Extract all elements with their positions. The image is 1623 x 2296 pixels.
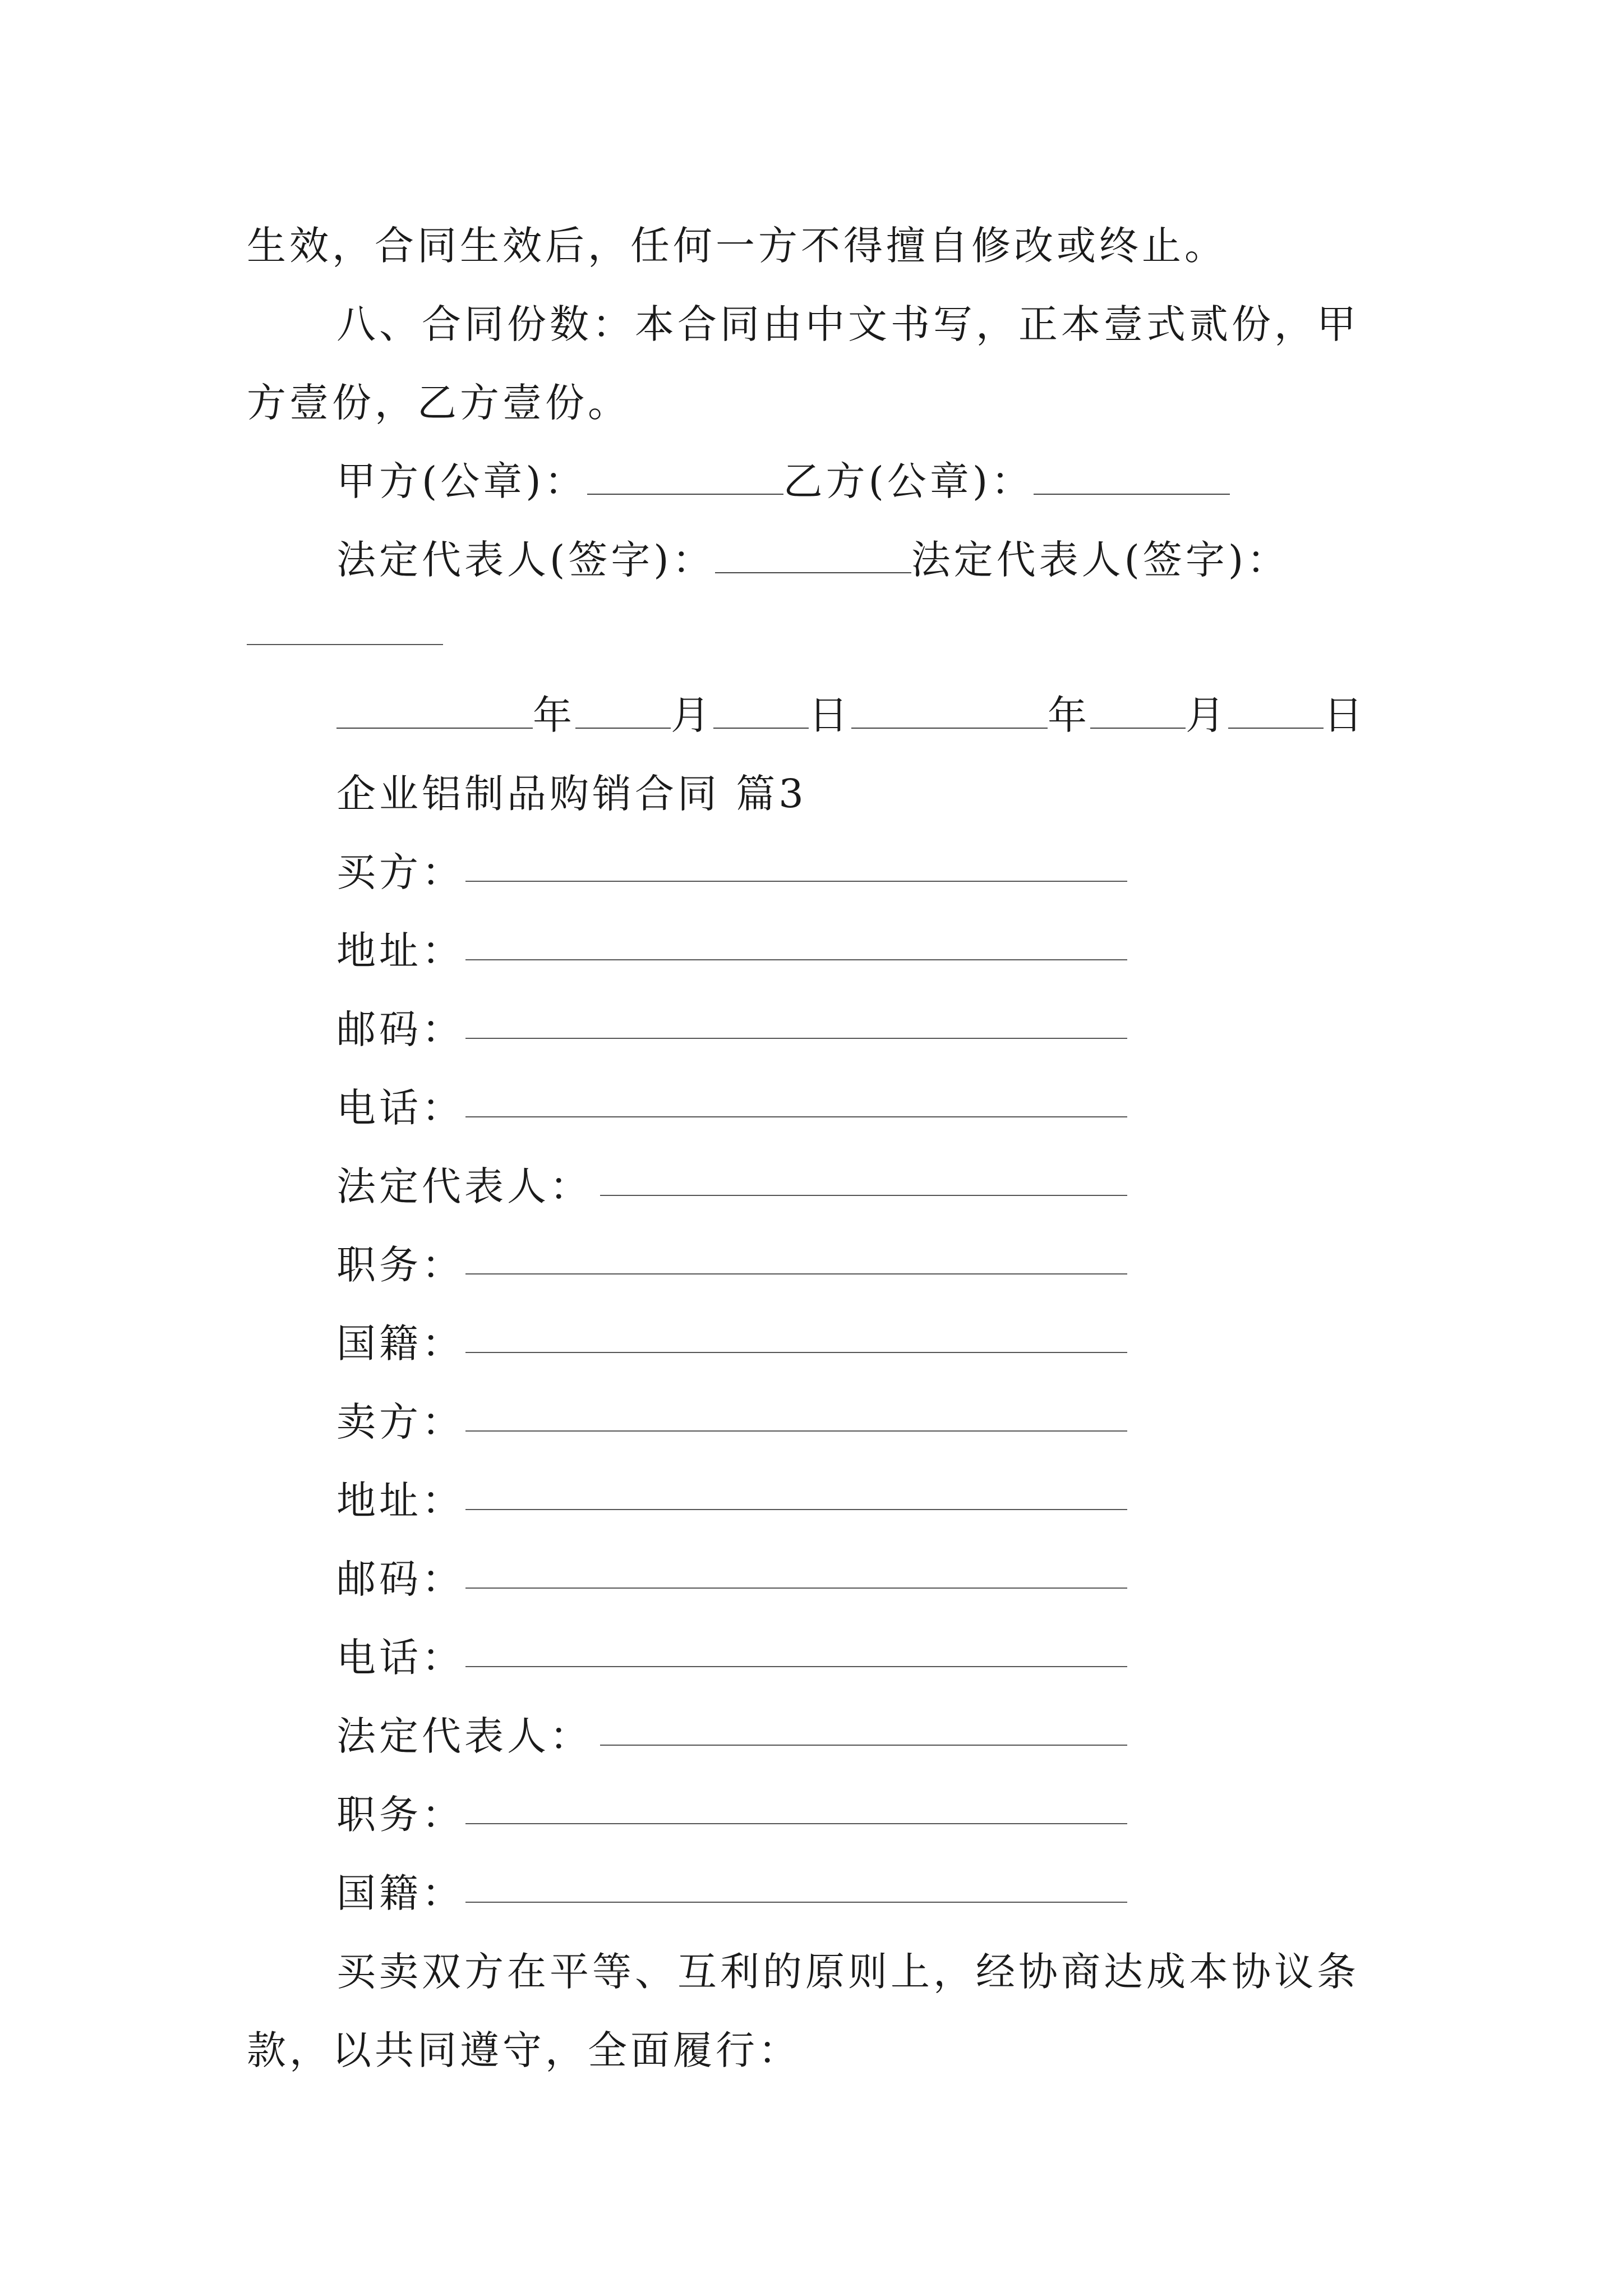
buyer-nationality-blank xyxy=(465,1352,1127,1353)
seller-postcode-blank xyxy=(465,1588,1127,1589)
date-b-day: 日 xyxy=(1324,692,1366,738)
buyer-representative-blank xyxy=(600,1195,1127,1196)
party-b-seal-label: 乙方(公章)： xyxy=(783,458,1034,504)
date-a-year: 年 xyxy=(533,692,575,738)
seller-postcode-label: 邮码： xyxy=(336,1556,464,1602)
seal-line xyxy=(336,453,1230,509)
seller-nationality-label: 国籍： xyxy=(336,1870,464,1916)
party-a-rep-label: 法定代表人(签字)： xyxy=(336,537,715,583)
buyer-postcode-label: 邮码： xyxy=(336,1006,464,1052)
buyer-postcode-blank xyxy=(465,1038,1127,1039)
party-b-rep-blank xyxy=(247,644,443,645)
paragraph-copies-line1: 八、合同份数：本合同由中文书写，正本壹式贰份，甲 xyxy=(336,301,1359,347)
buyer-party-blank xyxy=(465,881,1127,882)
party-b-rep-label: 法定代表人(签字)： xyxy=(911,537,1290,583)
seller-phone-label: 电话： xyxy=(336,1635,464,1681)
buyer-nationality-label: 国籍： xyxy=(336,1320,464,1366)
seller-representative-label: 法定代表人： xyxy=(336,1713,592,1759)
date-b-day-blank xyxy=(1228,695,1324,729)
paragraph-effective: 生效，合同生效后，任何一方不得擅自修改或终止。 xyxy=(247,223,1227,269)
buyer-position-label: 职务： xyxy=(336,1242,464,1288)
representative-line xyxy=(336,532,1289,588)
seller-party-label: 卖方： xyxy=(336,1399,464,1445)
party-a-seal-label: 甲方(公章)： xyxy=(336,458,587,504)
date-line xyxy=(336,687,1366,743)
date-a-day-blank xyxy=(713,695,809,729)
date-a-month: 月 xyxy=(671,692,713,738)
party-a-seal-blank xyxy=(587,461,783,495)
buyer-address-blank xyxy=(465,959,1127,960)
section-title: 企业铝制品购销合同 篇3 xyxy=(336,771,807,817)
date-a-month-blank xyxy=(575,695,671,729)
date-b-month-blank xyxy=(1090,695,1186,729)
seller-nationality-blank xyxy=(465,1902,1127,1903)
seller-position-label: 职务： xyxy=(336,1792,464,1838)
date-b-month: 月 xyxy=(1186,692,1228,738)
party-a-rep-blank xyxy=(715,540,911,573)
date-a-year-blank xyxy=(336,695,533,729)
buyer-address-label: 地址： xyxy=(336,928,464,974)
seller-position-blank xyxy=(465,1823,1127,1824)
buyer-party-label: 买方： xyxy=(336,849,464,895)
closing-paragraph-line1: 买卖双方在平等、互利的原则上，经协商达成本协议条 xyxy=(336,1949,1359,1995)
closing-paragraph-line2: 款，以共同遵守，全面履行： xyxy=(247,2027,801,2073)
date-a-day: 日 xyxy=(809,692,851,738)
seller-party-blank xyxy=(465,1430,1127,1432)
date-b-year: 年 xyxy=(1048,692,1090,738)
buyer-representative-label: 法定代表人： xyxy=(336,1163,592,1209)
seller-address-label: 地址： xyxy=(336,1478,464,1524)
date-b-year-blank xyxy=(851,695,1048,729)
buyer-position-blank xyxy=(465,1273,1127,1274)
buyer-phone-blank xyxy=(465,1116,1127,1117)
seller-representative-blank xyxy=(600,1745,1127,1746)
seller-phone-blank xyxy=(465,1666,1127,1667)
party-b-seal-blank xyxy=(1034,461,1230,495)
buyer-phone-label: 电话： xyxy=(336,1085,464,1131)
seller-address-blank xyxy=(465,1509,1127,1510)
paragraph-copies-line2: 方壹份，乙方壹份。 xyxy=(247,380,630,426)
